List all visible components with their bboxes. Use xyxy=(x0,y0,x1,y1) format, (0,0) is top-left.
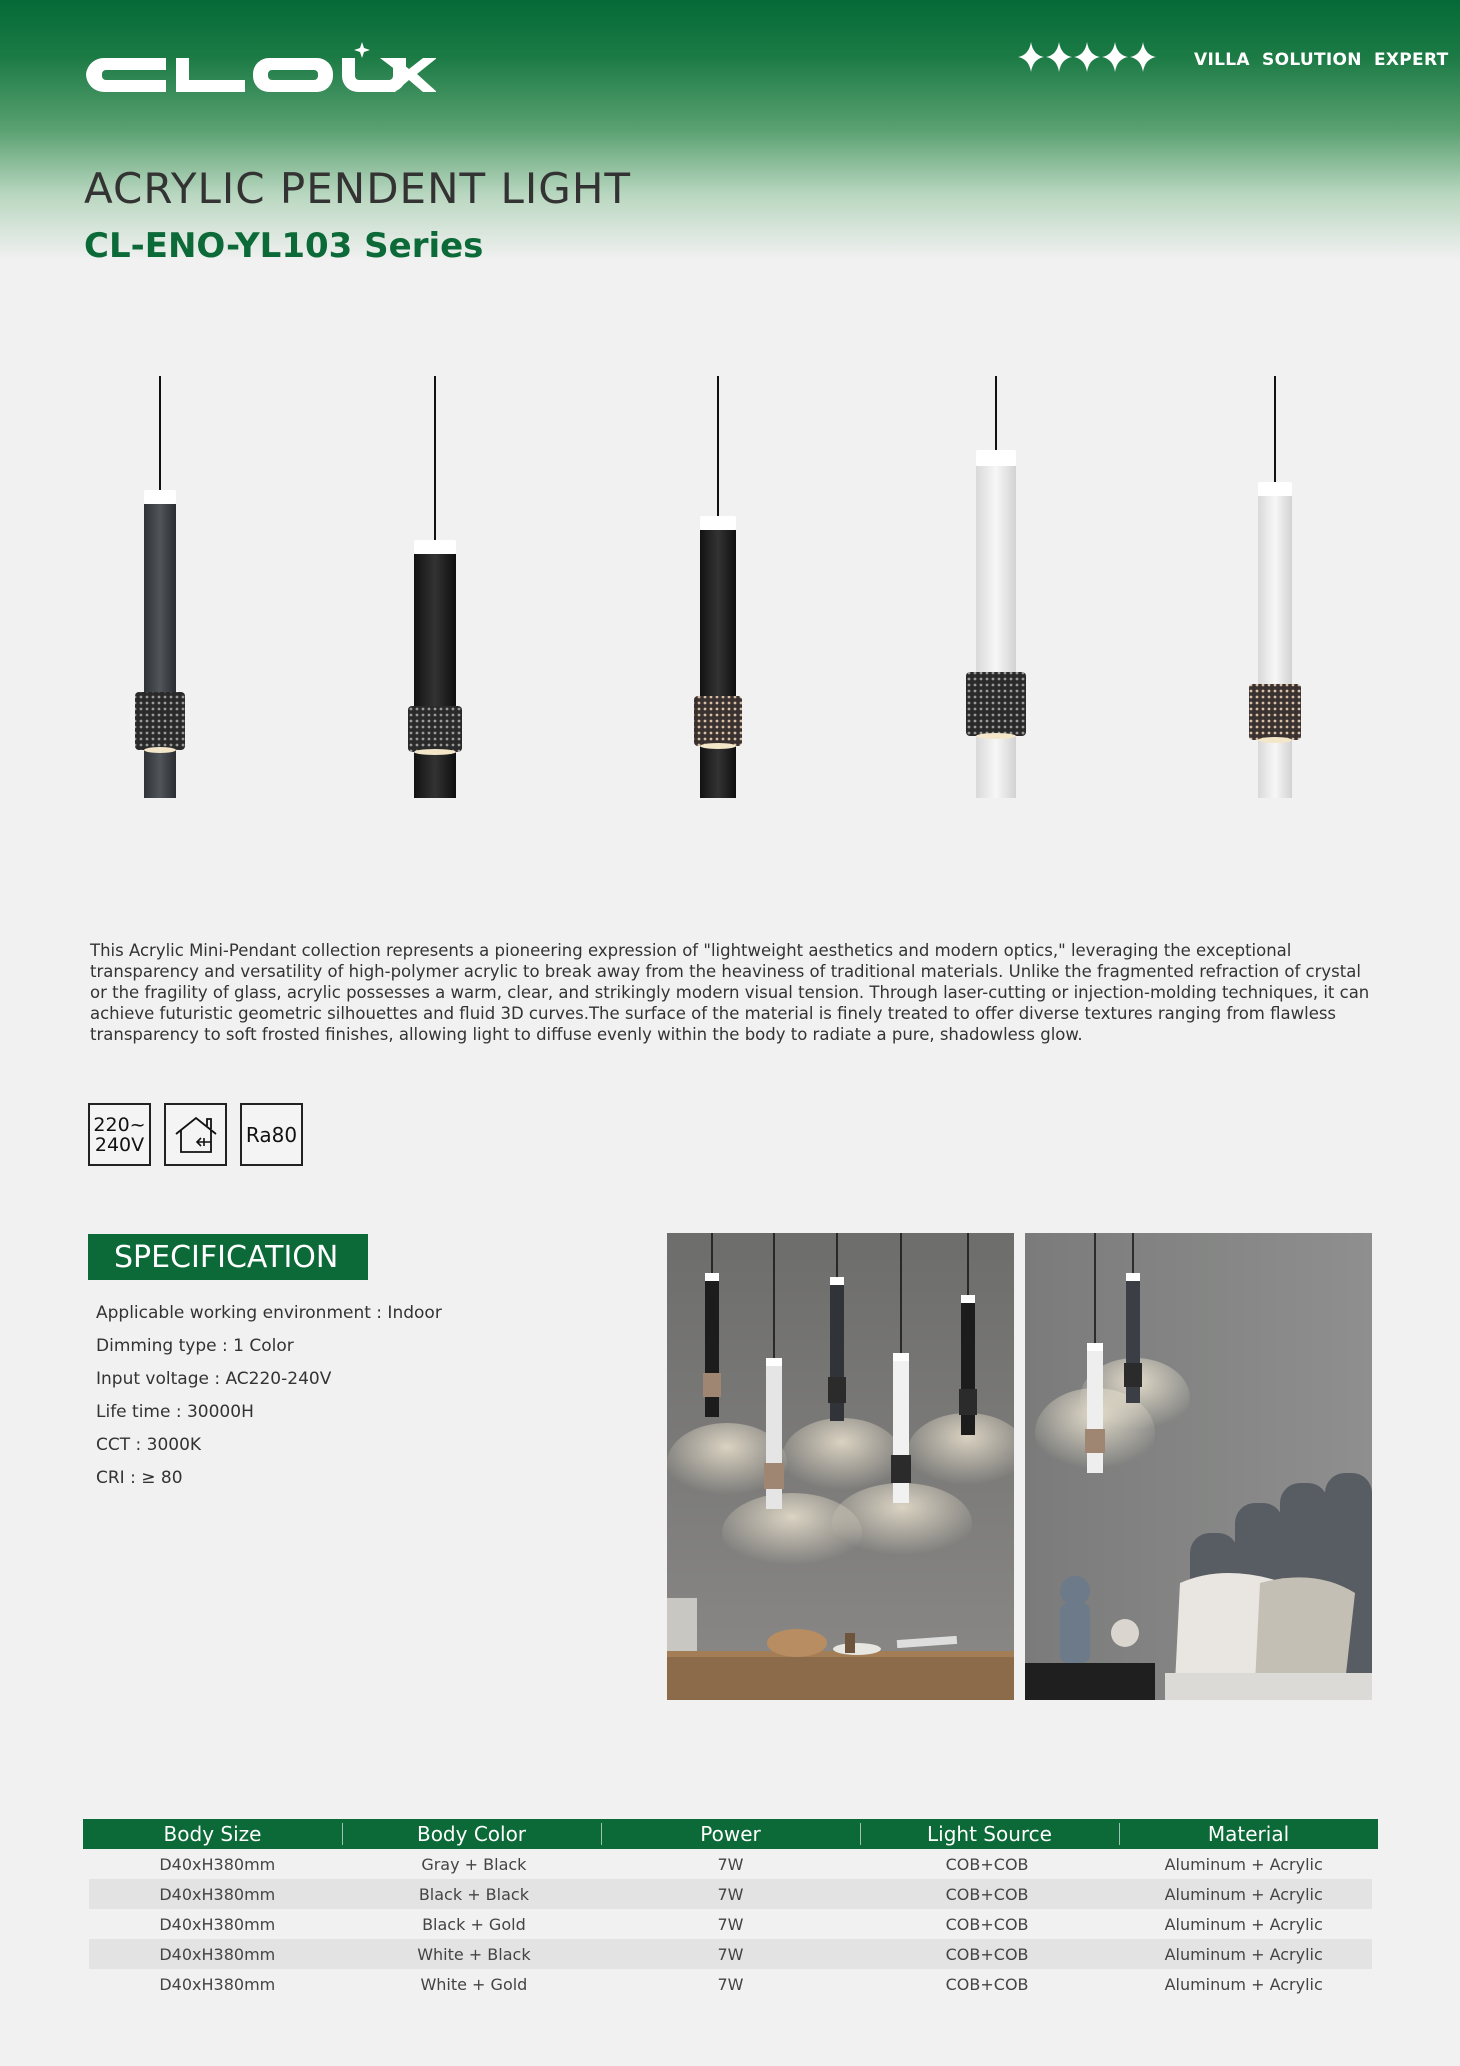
table-cell: White + Black xyxy=(417,1944,531,1964)
star-icon xyxy=(1044,40,1074,74)
table-cell: Aluminum + Acrylic xyxy=(1164,1944,1323,1964)
table-cell: 7W xyxy=(717,1854,744,1874)
table-row xyxy=(89,1849,1372,1879)
table-cell: 7W xyxy=(717,1974,744,1994)
table-cell: 7W xyxy=(717,1884,744,1904)
voltage-line-1: 220~ xyxy=(93,1113,146,1136)
lamp-white-gold xyxy=(1249,376,1301,798)
table-cell: D40xH380mm xyxy=(159,1854,276,1874)
product-series: CL-ENO-YL103 Series xyxy=(84,226,484,266)
star-icon xyxy=(1072,40,1102,74)
table-cell: COB+COB xyxy=(945,1944,1029,1964)
product-variants-table xyxy=(83,1819,1378,1999)
table-cell: 7W xyxy=(717,1914,744,1934)
lamp-white-black xyxy=(966,376,1026,798)
table-cell: COB+COB xyxy=(945,1974,1029,1994)
specification-list xyxy=(96,1303,442,1501)
lamp-gray-black xyxy=(135,376,185,798)
star-icon xyxy=(1128,40,1158,74)
table-cell: Aluminum + Acrylic xyxy=(1164,1974,1323,1994)
voltage-line-2: 240V xyxy=(94,1133,145,1156)
spec-item: Input voltage : AC220-240V xyxy=(96,1369,332,1389)
table-cell: Gray + Black xyxy=(421,1854,527,1874)
table-cell: COB+COB xyxy=(945,1884,1029,1904)
table-cell: White + Gold xyxy=(420,1974,528,1994)
brand-tagline: VILLA SOLUTION EXPERT xyxy=(1194,50,1449,70)
table-header-cell: Material xyxy=(1119,1819,1378,1849)
table-row xyxy=(89,1879,1372,1909)
table-cell: Black + Black xyxy=(418,1884,529,1904)
table-cell: D40xH380mm xyxy=(159,1944,276,1964)
lamp-black-gold xyxy=(694,376,742,798)
bedroom-photo xyxy=(1025,1233,1372,1700)
table-header xyxy=(83,1819,1378,1849)
table-body xyxy=(83,1849,1378,1999)
table-header-cell: Power xyxy=(601,1819,860,1849)
cloux-logo xyxy=(84,42,436,102)
header-banner xyxy=(0,0,1460,260)
voltage-badge xyxy=(88,1103,151,1166)
lamp-black-black xyxy=(408,376,462,798)
star-icon xyxy=(1016,40,1046,74)
table-header-cell: Body Size xyxy=(163,1822,262,1846)
table-cell: D40xH380mm xyxy=(159,1974,276,1994)
table-header-cell: Light Source xyxy=(860,1819,1119,1849)
table-cell: 7W xyxy=(717,1944,744,1964)
feature-badges xyxy=(88,1103,303,1166)
table-cell: D40xH380mm xyxy=(159,1914,276,1934)
table-cell: Aluminum + Acrylic xyxy=(1164,1914,1323,1934)
spec-item: CCT : 3000K xyxy=(96,1435,202,1455)
table-cell: COB+COB xyxy=(945,1914,1029,1934)
table-cell: Black + Gold xyxy=(422,1914,526,1934)
table-cell: Aluminum + Acrylic xyxy=(1164,1884,1323,1904)
rating-stars xyxy=(1016,40,1156,80)
product-description: This Acrylic Mini-Pendant collection represents a pioneering expression of "lightweight aesthetics and modern optics," leveraging the exceptional transparency and versatility of high-polymer acrylic to break away from the heaviness of traditional materials. Unlike the fragmented refraction of crystal or the fragility of glass, acrylic possesses a warm, clear, and strikingly modern visual tension. Through laser-cutting or injection-molding techniques, it can achieve futuristic geometric silhouettes and fluid 3D curves.The surface of the material is finely treated to offer diverse textures ranging from flawless transparency to soft frosted finishes, allowing light to diffuse evenly within the body to radiate a pure, shadowless glow. xyxy=(90,941,1370,1044)
indoor-house-icon xyxy=(164,1103,227,1166)
spec-item: CRI : ≥ 80 xyxy=(96,1468,183,1488)
cri-badge: Ra80 xyxy=(240,1103,303,1166)
dining-room-photo xyxy=(667,1233,1014,1700)
specification-heading: SPECIFICATION xyxy=(88,1234,368,1280)
table-row xyxy=(89,1939,1372,1969)
table-cell: COB+COB xyxy=(945,1854,1029,1874)
product-lamps xyxy=(0,370,1460,810)
star-icon xyxy=(1100,40,1130,74)
table-cell: Aluminum + Acrylic xyxy=(1164,1854,1323,1874)
product-title: ACRYLIC PENDENT LIGHT xyxy=(84,164,632,213)
table-row xyxy=(89,1909,1372,1939)
table-row xyxy=(89,1969,1372,1999)
spec-item: Applicable working environment : Indoor xyxy=(96,1303,442,1323)
table-cell: D40xH380mm xyxy=(159,1884,276,1904)
table-header-cell: Body Color xyxy=(342,1819,601,1849)
spec-item: Life time : 30000H xyxy=(96,1402,254,1422)
spec-item: Dimming type : 1 Color xyxy=(96,1336,294,1356)
